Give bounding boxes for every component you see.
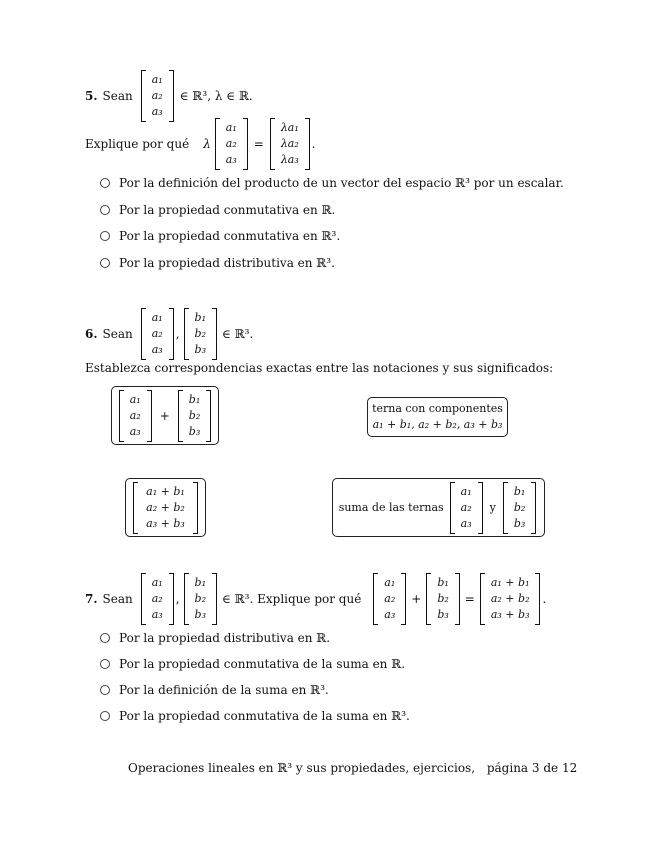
q6-vector-entry: b₁ bbox=[194, 311, 206, 324]
q6-vector-entry: b₂ bbox=[194, 327, 206, 340]
q5-option-4[interactable] bbox=[100, 256, 335, 270]
q5-lambda: λ bbox=[203, 137, 211, 151]
radio-button[interactable] bbox=[100, 659, 110, 669]
q5-option-2[interactable] bbox=[100, 203, 335, 217]
matrix-entry: a₂ bbox=[129, 408, 141, 422]
q5-option-label: Por la definición del producto de un vector del espacio ℝ³ por un escalar. bbox=[119, 176, 564, 190]
q6-number: 6. bbox=[85, 327, 98, 341]
q6-instruction: Establezca correspondencias exactas entre las notaciones y sus significados: bbox=[85, 361, 554, 375]
footer-page-number: página 3 de 12 bbox=[486, 761, 578, 775]
q7-plus: + bbox=[411, 592, 422, 606]
matrix-entry: b₁ bbox=[188, 392, 201, 406]
q6-card3-vector bbox=[133, 482, 198, 534]
q7-option-label: Por la definición de la suma en ℝ³. bbox=[119, 683, 329, 697]
radio-button[interactable] bbox=[100, 633, 110, 643]
q7-vector-a bbox=[141, 573, 174, 625]
matrix-entry: a₁ bbox=[129, 392, 141, 406]
q5-membership: ∈ ℝ³, λ ∈ ℝ. bbox=[179, 89, 253, 103]
q5-option-label: Por la propiedad conmutativa en ℝ³. bbox=[119, 229, 341, 243]
q6-vector-b bbox=[184, 308, 217, 360]
q7-option-4[interactable] bbox=[100, 709, 410, 723]
radio-button[interactable] bbox=[100, 231, 110, 241]
q5-vector-entry: a₂ bbox=[151, 89, 163, 102]
q5-option-label: Por la propiedad conmutativa en ℝ. bbox=[119, 203, 336, 217]
matrix-entry: a₁ bbox=[460, 484, 472, 498]
q6-vector-entry: b₃ bbox=[194, 343, 206, 356]
q7-vector-entry: a₁ bbox=[151, 576, 163, 589]
q7-eq-vector-sum bbox=[480, 573, 541, 625]
radio-button[interactable] bbox=[100, 178, 110, 188]
q7-vector-entry: b₃ bbox=[194, 608, 206, 621]
matrix-entry: a₁ + b₁ bbox=[146, 484, 185, 498]
q7-vector-entry: b₁ bbox=[194, 576, 206, 589]
q7-statement bbox=[85, 573, 546, 625]
q6-card4-label: suma de las ternas bbox=[338, 500, 444, 514]
q7-vector-entry: a₁ bbox=[384, 576, 396, 589]
matrix-entry: a₃ + b₃ bbox=[146, 516, 185, 530]
q7-eq-vector-a bbox=[373, 573, 406, 625]
matrix-entry: a₂ bbox=[460, 500, 472, 514]
q6-vector-entry: a₃ bbox=[151, 343, 163, 356]
q7-period: . bbox=[542, 592, 547, 606]
q5-vector-entry: a₃ bbox=[225, 153, 237, 166]
q5-result-entry: λa₁ bbox=[280, 121, 299, 134]
radio-button[interactable] bbox=[100, 711, 110, 721]
q6-card2-line1: terna con componentes bbox=[372, 402, 503, 415]
q7-number: 7. bbox=[85, 592, 98, 606]
q6-membership: ∈ ℝ³. bbox=[222, 327, 254, 341]
q6-card4-y: y bbox=[489, 500, 496, 514]
plus-sign: + bbox=[159, 408, 170, 423]
q5-equals: = bbox=[253, 137, 264, 151]
q7-sean: Sean bbox=[102, 592, 133, 606]
q6-card1-vector-b bbox=[178, 390, 211, 442]
q7-vector-entry: b₂ bbox=[437, 592, 449, 605]
matrix-entry: a₂ + b₂ bbox=[146, 500, 185, 514]
q6-card-sum-vector[interactable] bbox=[125, 478, 206, 537]
q5-vector-entry: a₁ bbox=[151, 73, 163, 86]
q6-statement bbox=[85, 308, 253, 360]
q6-comma: , bbox=[175, 327, 180, 341]
radio-button[interactable] bbox=[100, 685, 110, 695]
q7-option-label: Por la propiedad distributiva en ℝ. bbox=[119, 631, 331, 645]
q6-vector-a bbox=[141, 308, 174, 360]
q7-vector-entry: b₃ bbox=[437, 608, 449, 621]
q5-explique: Explique por qué bbox=[85, 137, 190, 151]
q7-option-2[interactable] bbox=[100, 657, 405, 671]
q5-question bbox=[85, 118, 316, 170]
matrix-entry: b₁ bbox=[513, 484, 526, 498]
q7-vector-entry: a₃ bbox=[384, 608, 396, 621]
q5-vector bbox=[141, 70, 174, 122]
q6-sean: Sean bbox=[102, 327, 133, 341]
q5-vector-entry: a₃ bbox=[151, 105, 163, 118]
q7-option-label: Por la propiedad conmutativa de la suma en ℝ. bbox=[119, 657, 406, 671]
matrix-entry: b₂ bbox=[188, 408, 201, 422]
q6-card4-vector-b bbox=[503, 482, 536, 534]
q5-vector-entry: a₂ bbox=[225, 137, 237, 150]
q6-card-suma-ternas[interactable] bbox=[332, 478, 545, 537]
footer-title: Operaciones lineales en ℝ³ y sus propiedades, ejercicios, bbox=[128, 761, 476, 775]
matrix-entry: a₃ bbox=[460, 516, 472, 530]
q7-option-label: Por la propiedad conmutativa de la suma en ℝ³. bbox=[119, 709, 410, 723]
q7-vector-entry: a₃ bbox=[151, 608, 163, 621]
q7-vector-entry: b₂ bbox=[194, 592, 206, 605]
matrix-entry: b₂ bbox=[513, 500, 526, 514]
q5-period: . bbox=[311, 137, 316, 151]
q7-comma: , bbox=[175, 592, 180, 606]
q6-card-terna[interactable] bbox=[367, 397, 508, 437]
q6-vector-entry: a₁ bbox=[151, 311, 163, 324]
radio-button[interactable] bbox=[100, 205, 110, 215]
q5-vector-entry: a₁ bbox=[225, 121, 237, 134]
q7-sum-entry: a₃ + b₃ bbox=[490, 608, 530, 621]
q7-option-1[interactable] bbox=[100, 631, 330, 645]
q6-vector-entry: a₂ bbox=[151, 327, 163, 340]
matrix-entry: a₃ bbox=[129, 424, 141, 438]
q6-card2-line2: a₁ + b₁, a₂ + b₂, a₃ + b₃ bbox=[372, 418, 503, 431]
q6-card1-vector-a bbox=[119, 390, 152, 442]
q5-statement bbox=[85, 70, 253, 122]
q6-card4-vector-a bbox=[450, 482, 483, 534]
q5-result-entry: λa₂ bbox=[280, 137, 299, 150]
q7-vector-entry: b₁ bbox=[437, 576, 449, 589]
q5-sean: Sean bbox=[102, 89, 133, 103]
q5-option-label: Por la propiedad distributiva en ℝ³. bbox=[119, 256, 335, 270]
q7-membership: ∈ ℝ³. Explique por qué bbox=[222, 592, 362, 606]
matrix-entry: b₃ bbox=[513, 516, 526, 530]
q7-vector-entry: a₂ bbox=[384, 592, 396, 605]
q7-eq-vector-b bbox=[426, 573, 459, 625]
matrix-entry: b₃ bbox=[188, 424, 201, 438]
q7-option-3[interactable] bbox=[100, 683, 329, 697]
q7-equals: = bbox=[464, 592, 475, 606]
q5-number: 5. bbox=[85, 89, 98, 103]
radio-button[interactable] bbox=[100, 258, 110, 268]
q5-option-1[interactable] bbox=[100, 176, 564, 190]
q7-vector-b bbox=[184, 573, 217, 625]
page-footer bbox=[128, 761, 577, 775]
q5-result-entry: λa₃ bbox=[280, 153, 299, 166]
q5-vector-rhs bbox=[270, 118, 310, 170]
q5-option-3[interactable] bbox=[100, 229, 340, 243]
q5-vector-lhs bbox=[215, 118, 248, 170]
q7-sum-entry: a₂ + b₂ bbox=[490, 592, 530, 605]
q7-sum-entry: a₁ + b₁ bbox=[490, 576, 530, 589]
q7-vector-entry: a₂ bbox=[151, 592, 163, 605]
q6-card-vector-sum[interactable] bbox=[111, 386, 219, 445]
